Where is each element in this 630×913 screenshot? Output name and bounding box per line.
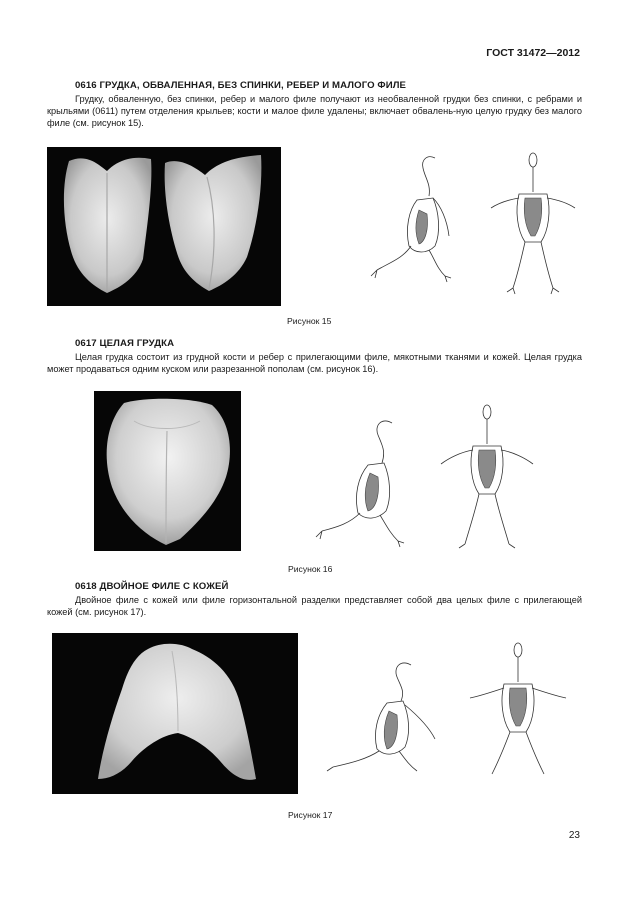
section-0617	[47, 338, 582, 375]
section-0618	[47, 581, 582, 618]
section-title: 0616 ГРУДКА, ОБВАЛЕННАЯ, БЕЗ СПИНКИ, РЕБЕР И МАЛОГО ФИЛЕ	[75, 80, 407, 91]
section-text: Грудку, обваленную, без спинки, ребер и малого филе получают из необваленной грудки без спинки, с ребрами и крыльями (0611) путем отделения крыльев; кости и малое филе удалены; включает обвалень-ную целую грудку без малого филе (см. рисунок 15).	[47, 94, 582, 129]
section-title: 0618 ДВОЙНОЕ ФИЛЕ С КОЖЕЙ	[75, 581, 229, 592]
section-text: Целая грудка состоит из грудной кости и ребер с прилегающими филе, мякотными тканями и кожей. Целая грудка может продаваться одним куском или разрезанной пополам (см. рисунок 16).	[47, 352, 582, 375]
standard-header: ГОСТ 31472—2012	[486, 47, 580, 59]
skeleton-side-view-diagram	[325, 655, 445, 775]
skeleton-front-view-diagram	[468, 640, 568, 780]
skeleton-front-view-diagram	[487, 150, 579, 295]
skeleton-front-view-diagram	[439, 402, 534, 552]
figure-caption: Рисунок 16	[288, 564, 333, 574]
breast-fillet-photo	[47, 147, 281, 306]
section-title: 0617 ЦЕЛАЯ ГРУДКА	[75, 338, 175, 349]
skeleton-side-view-diagram	[365, 150, 460, 285]
page-number: 23	[568, 830, 580, 841]
figure-caption: Рисунок 15	[287, 316, 332, 326]
double-fillet-photo	[52, 633, 298, 794]
section-text: Двойное филе с кожей или филе горизонтальной разделки представляет собой два целых филе с прилегающей кожей (см. рисунок 17).	[47, 595, 582, 618]
whole-breast-photo	[94, 391, 241, 551]
skeleton-side-view-diagram	[312, 415, 412, 550]
section-0616	[47, 80, 582, 130]
figure-caption: Рисунок 17	[288, 810, 333, 820]
